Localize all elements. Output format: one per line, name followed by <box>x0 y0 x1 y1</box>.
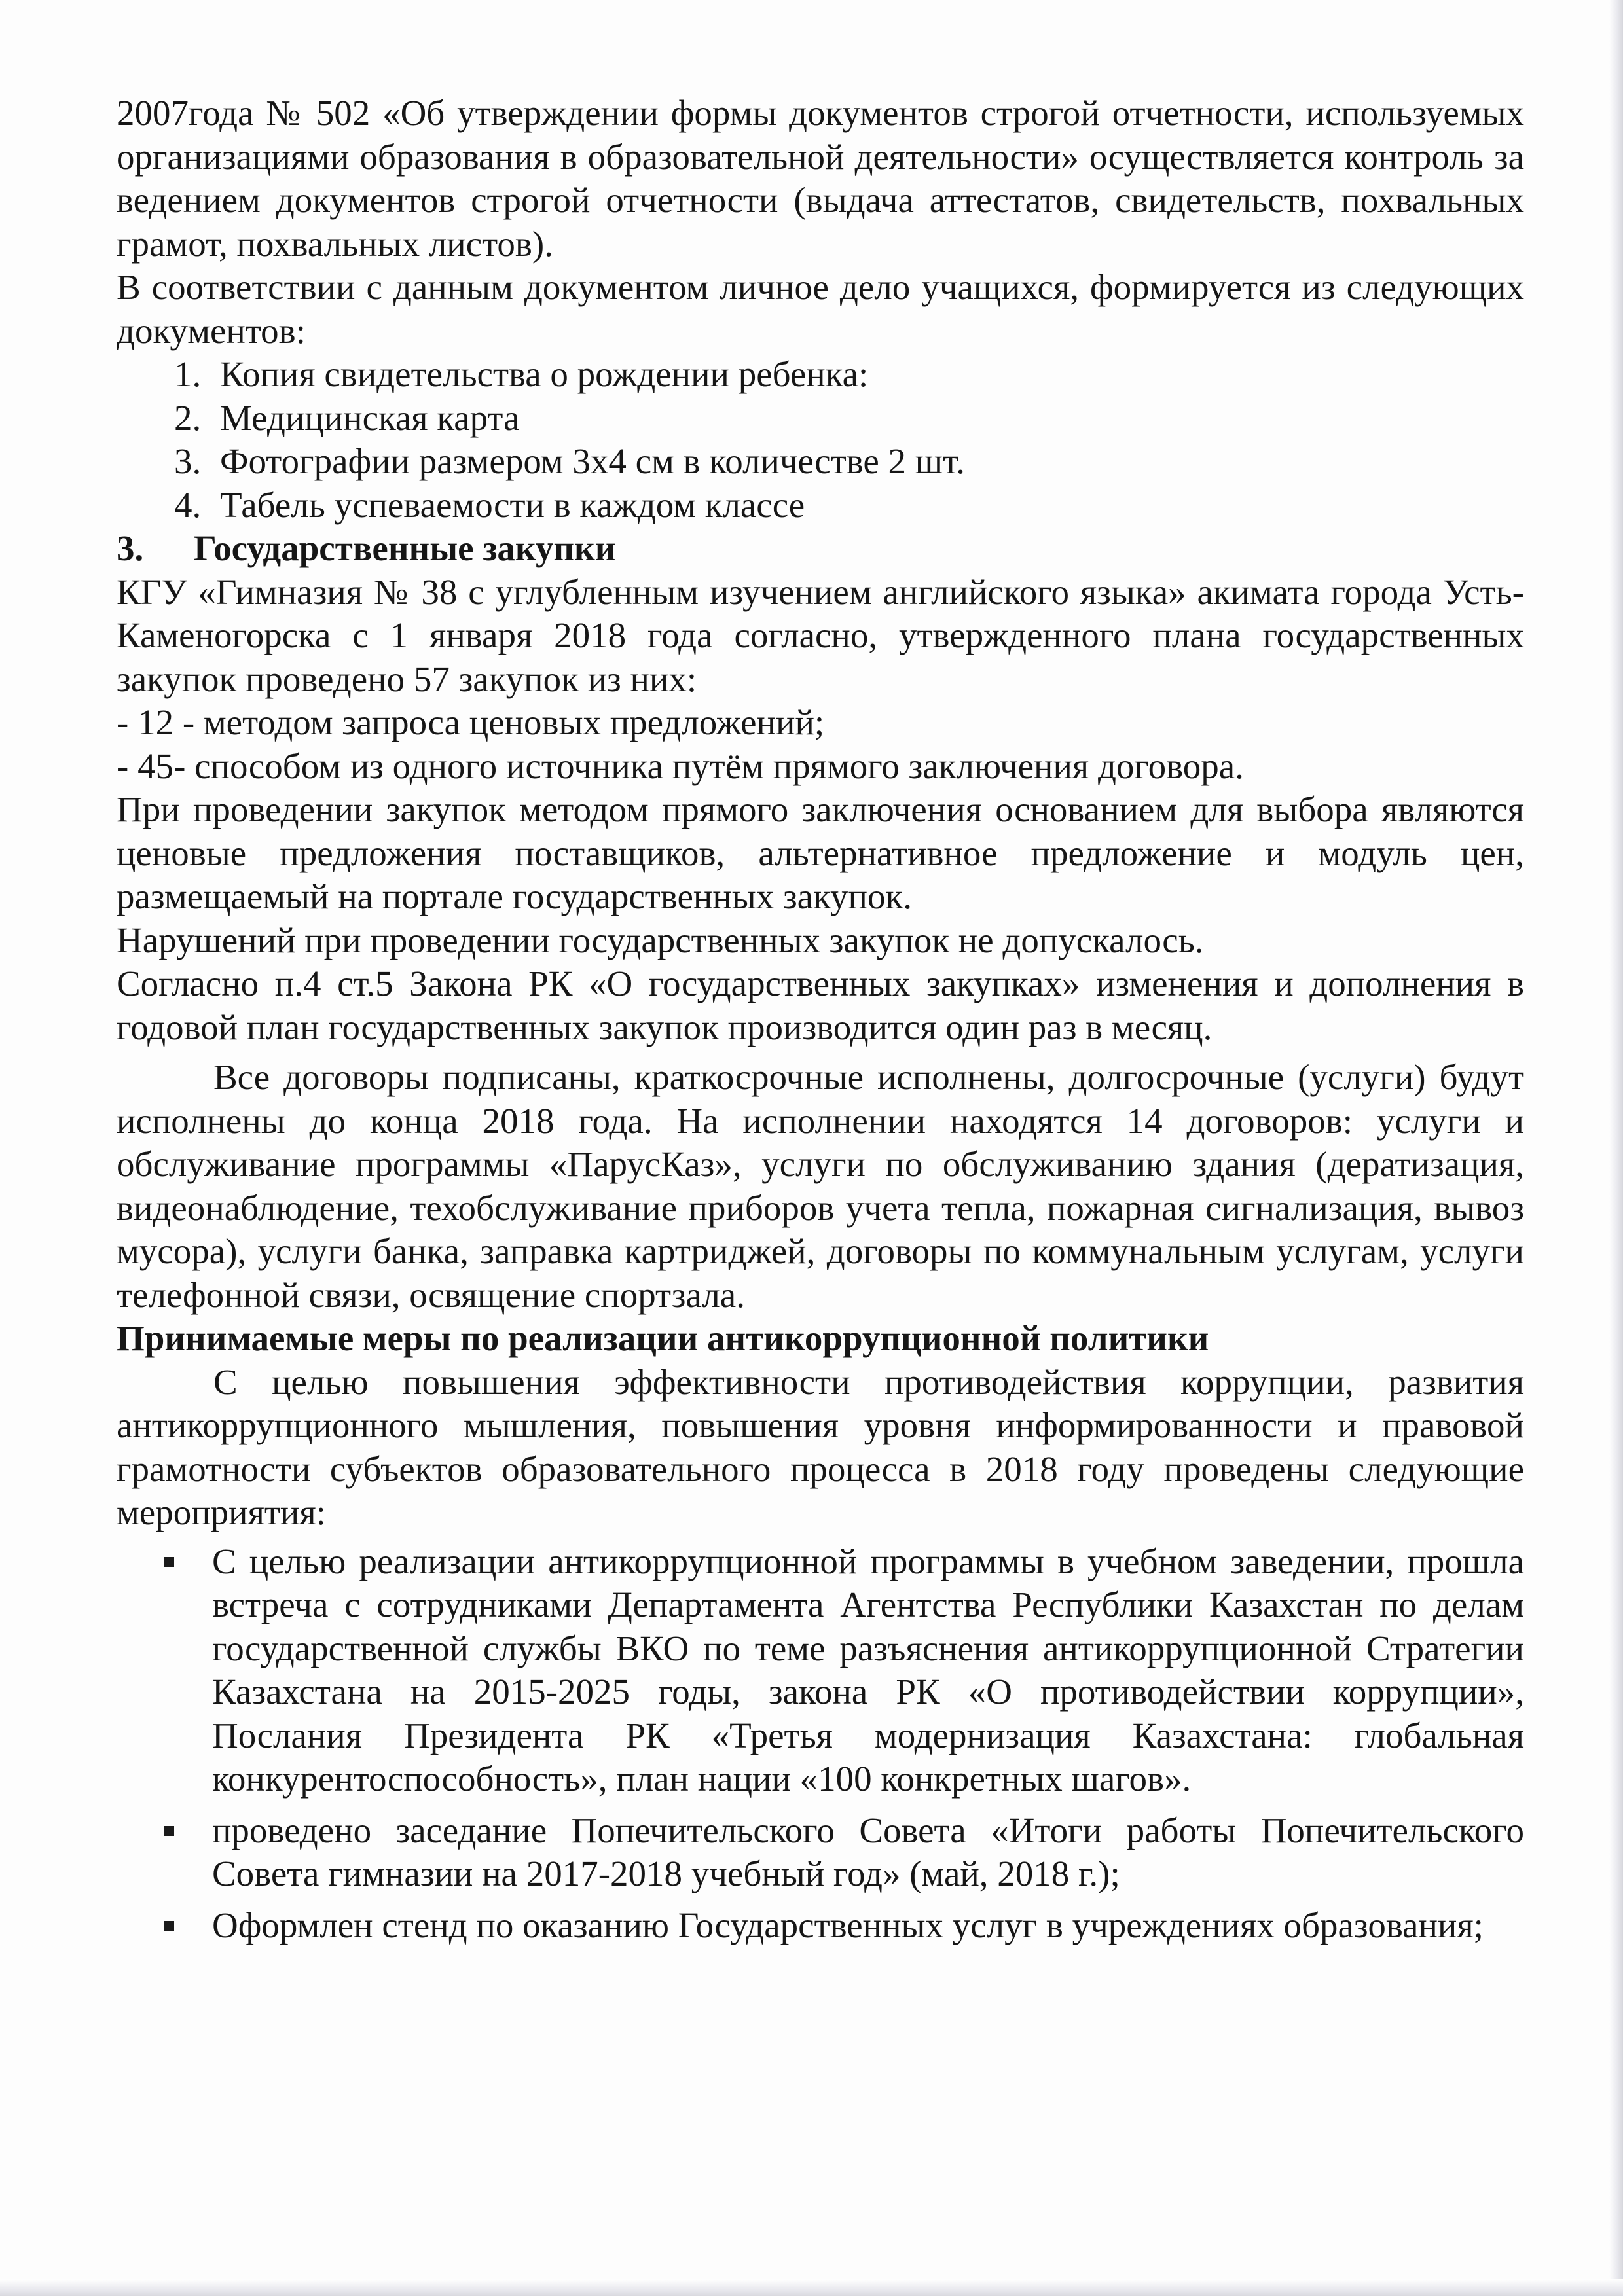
list-item-text: Табель успеваемости в каждом классе <box>220 484 805 525</box>
list-item-number: 2. <box>174 397 202 438</box>
list-item-text: Копия свидетельства о рождении ребенка: <box>220 354 869 394</box>
procurement-paragraph: Нарушений при проведении государственных закупок не допускалось. <box>117 920 1204 960</box>
list-item-number: 3. <box>174 441 202 481</box>
list-item-text: Медицинская карта <box>220 397 520 438</box>
procurement-paragraph: Согласно п.4 ст.5 Закона РК «О государственных закупках» изменения и дополнения в годовой план государственных закупок производится один раз в месяц. <box>117 963 1524 1047</box>
measures-list <box>117 1540 1524 1948</box>
list-item-number: 1. <box>174 354 202 394</box>
intro-paragraph: В соответствии с данным документом личное дело учащихся, формируется из следующих документов: <box>117 267 1524 351</box>
list-item-text: Оформлен стенд по оказанию Государственных услуг в учреждениях образования; <box>212 1905 1484 1945</box>
list-item <box>174 353 1524 397</box>
section-heading <box>117 527 1524 571</box>
procurement-paragraph: При проведении закупок методом прямого заключения основанием для выбора являются ценовые предложения поставщиков, альтернативное предложение и модуль цен, размещаемый на портале государственных закупок. <box>117 789 1524 916</box>
list-item <box>117 1809 1524 1896</box>
anticorruption-intro: С целью повышения эффективности противодействия коррупции, развития антикоррупционного мышления, повышения уровня информированности и правовой грамотности субъектов образовательного процесса в 2018 году проведены следующие мероприятия: <box>117 1361 1524 1532</box>
intro-paragraph: 2007года № 502 «Об утверждении формы документов строгой отчетности, используемых организациями образования в образовательной деятельности» осуществляется контроль за ведением документов строгой отчетности (выдача аттестатов, свидетельств, похвальных грамот, похвальных листов). <box>117 93 1524 264</box>
section-title: Государственные закупки <box>194 528 616 568</box>
list-item <box>117 1540 1524 1801</box>
list-item <box>117 1904 1524 1948</box>
bullet-icon <box>117 1540 212 1801</box>
document-body <box>117 92 1524 1955</box>
scan-edge-bottom <box>0 2279 1623 2296</box>
list-item <box>174 440 1524 484</box>
section-number: 3. <box>117 528 144 568</box>
procurement-paragraph: - 45- способом из одного источника путём прямого заключения договора. <box>117 745 1244 786</box>
list-item <box>174 484 1524 528</box>
documents-list <box>117 353 1524 527</box>
list-item-text: С целью реализации антикоррупционной программы в учебном заведении, прошла встреча с сотрудниками Департамента Агентства Республики Казахстан по делам государственной службы ВКО по теме разъяснения антикоррупционной Стратегии Казахстана на 2015-2025 годы, закона РК «О противодействии коррупции», Послания Президента РК «Третья модернизация Казахстана: глобальная конкурентоспособность», план нации «100 конкретных шагов». <box>212 1541 1524 1799</box>
list-item-number: 4. <box>174 484 202 525</box>
list-item-text: проведено заседание Попечительского Совета «Итоги работы Попечительского Совета гимназии на 2017-2018 учебный год» (май, 2018 г.); <box>212 1810 1524 1893</box>
anticorruption-heading: Принимаемые меры по реализации антикоррупционной политики <box>117 1318 1209 1358</box>
procurement-paragraph: - 12 - методом запроса ценовых предложений; <box>117 702 825 742</box>
list-item-text: Фотографии размером 3х4 см в количестве 2 шт. <box>220 441 965 481</box>
bullet-icon <box>117 1904 212 1948</box>
list-item <box>174 397 1524 440</box>
procurement-paragraph: КГУ «Гимназия № 38 с углубленным изучением английского языка» акимата города Усть-Каменогорска с 1 января 2018 года согласно, утвержденного плана государственных закупок проведено 57 закупок из них: <box>117 571 1524 699</box>
scan-edge-right <box>1609 0 1623 2296</box>
bullet-icon <box>117 1809 212 1896</box>
contracts-paragraph: Все договоры подписаны, краткосрочные исполнены, долгосрочные (услуги) будут исполнены до конца 2018 года. На исполнении находятся 14 договоров: услуги и обслуживание программы «ПарусКаз», услуги по обслуживанию здания (дератизация, видеонаблюдение, техобслуживание приборов учета тепла, пожарная сигнализация, вывоз мусора), услуги банка, заправка картриджей, договоры по коммунальным услугам, услуги телефонной связи, освящение спортзала. <box>117 1057 1524 1315</box>
